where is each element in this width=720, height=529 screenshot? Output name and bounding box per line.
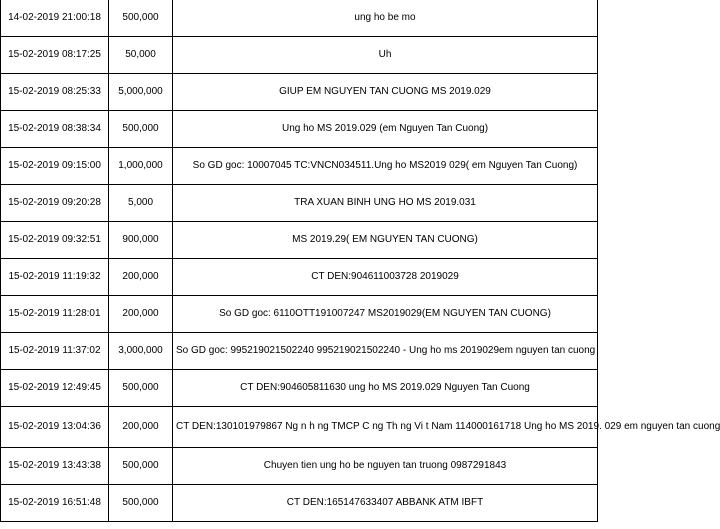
table-row xyxy=(1,37,598,74)
date-cell: 15-02-2019 08:25:33 xyxy=(1,74,109,111)
date-cell: 15-02-2019 09:20:28 xyxy=(1,185,109,222)
transactions-body xyxy=(1,0,720,522)
amount-cell: 500,000 xyxy=(109,370,173,407)
table-row xyxy=(1,370,598,407)
description-cell: CT DEN:165147633407 ABBANK ATM IBFT xyxy=(173,485,598,522)
table-row xyxy=(1,333,598,370)
date-cell: 15-02-2019 11:37:02 xyxy=(1,333,109,370)
amount-cell: 5,000,000 xyxy=(109,74,173,111)
date-cell: 15-02-2019 16:51:48 xyxy=(1,485,109,522)
table-row xyxy=(1,74,598,111)
description-cell: TRA XUAN BINH UNG HO MS 2019.031 xyxy=(173,185,598,222)
amount-cell: 500,000 xyxy=(109,485,173,522)
table-row xyxy=(1,111,598,148)
date-cell: 15-02-2019 08:38:34 xyxy=(1,111,109,148)
amount-cell: 200,000 xyxy=(109,296,173,333)
date-cell: 15-02-2019 08:17:25 xyxy=(1,37,109,74)
date-cell: 15-02-2019 11:19:32 xyxy=(1,259,109,296)
date-cell: 15-02-2019 09:32:51 xyxy=(1,222,109,259)
date-cell: 15-02-2019 12:49:45 xyxy=(1,370,109,407)
date-cell: 14-02-2019 21:00:18 xyxy=(1,0,109,37)
date-cell: 15-02-2019 13:04:36 xyxy=(1,407,109,448)
description-cell: So GD goc: 995219021502240 995219021502240 - Ung ho ms 2019029em nguyen tan cuong xyxy=(173,333,598,370)
table-row xyxy=(1,485,598,522)
description-cell: CT DEN:904611003728 2019029 xyxy=(173,259,598,296)
amount-cell: 5,000 xyxy=(109,185,173,222)
table-row xyxy=(1,448,598,485)
description-cell: So GD goc: 6110OTT191007247 MS2019029(EM NGUYEN TAN CUONG) xyxy=(173,296,598,333)
table-row xyxy=(1,296,598,333)
amount-cell: 500,000 xyxy=(109,111,173,148)
date-cell: 15-02-2019 13:43:38 xyxy=(1,448,109,485)
date-cell: 15-02-2019 09:15:00 xyxy=(1,148,109,185)
amount-cell: 200,000 xyxy=(109,259,173,296)
description-cell: GIUP EM NGUYEN TAN CUONG MS 2019.029 xyxy=(173,74,598,111)
amount-cell: 3,000,000 xyxy=(109,333,173,370)
description-cell: Chuyen tien ung ho be nguyen tan truong 0987291843 xyxy=(173,448,598,485)
amount-cell: 1,000,000 xyxy=(109,148,173,185)
table-row xyxy=(1,185,598,222)
table-row xyxy=(1,0,598,37)
date-cell: 15-02-2019 11:28:01 xyxy=(1,296,109,333)
description-cell: MS 2019.29( EM NGUYEN TAN CUONG) xyxy=(173,222,598,259)
description-cell: So GD goc: 10007045 TC:VNCN034511.Ung ho MS2019 029( em Nguyen Tan Cuong) xyxy=(173,148,598,185)
description-cell: CT DEN:130101979867 Ng n h ng TMCP C ng Th ng Vi t Nam 114000161718 Ung ho MS 2019. 029 em nguyen tan cuong xyxy=(173,407,598,448)
amount-cell: 900,000 xyxy=(109,222,173,259)
table-row xyxy=(1,148,598,185)
description-cell: Ung ho MS 2019.029 (em Nguyen Tan Cuong) xyxy=(173,111,598,148)
amount-cell: 500,000 xyxy=(109,448,173,485)
amount-cell: 50,000 xyxy=(109,37,173,74)
table-row xyxy=(1,407,598,448)
table-row xyxy=(1,222,598,259)
amount-cell: 200,000 xyxy=(109,407,173,448)
table-row xyxy=(1,259,598,296)
description-cell: Uh xyxy=(173,37,598,74)
description-cell: ung ho be mo xyxy=(173,0,598,37)
amount-cell: 500,000 xyxy=(109,0,173,37)
description-cell: CT DEN:904605811630 ung ho MS 2019.029 Nguyen Tan Cuong xyxy=(173,370,598,407)
